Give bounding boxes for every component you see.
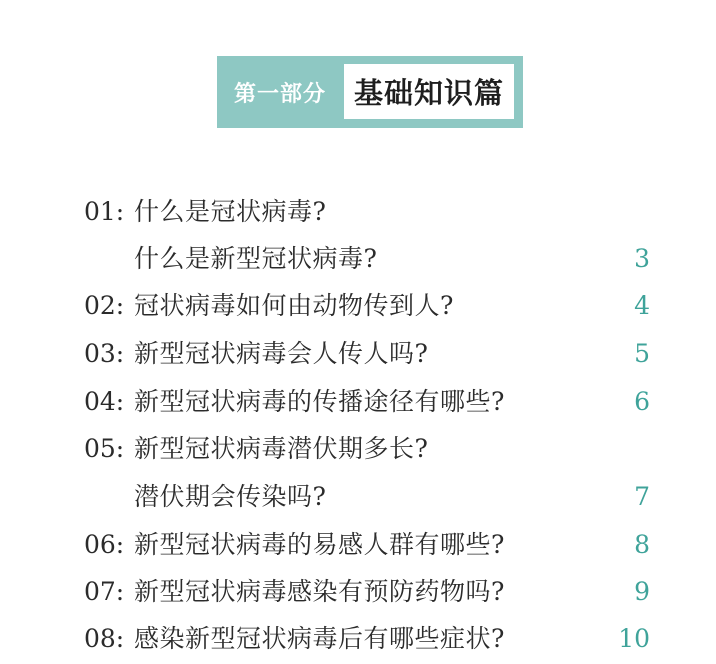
toc-entry-03[interactable] — [0, 336, 716, 372]
toc-entry-02[interactable] — [0, 288, 716, 324]
entry-number: 06: — [84, 530, 125, 559]
toc-entry-05[interactable] — [0, 431, 716, 467]
toc-entry-01-continued[interactable] — [0, 241, 716, 277]
entry-title: 新型冠状病毒潜伏期多长? — [134, 434, 429, 463]
entry-title: 冠状病毒如何由动物传到人? — [134, 291, 454, 320]
entry-number: 07: — [84, 577, 125, 606]
toc-entry-01[interactable] — [0, 194, 716, 230]
entry-title: 新型冠状病毒的传播途径有哪些? — [134, 387, 505, 416]
entry-page-number: 10 — [618, 624, 650, 653]
toc-entry-08[interactable] — [0, 621, 716, 657]
entry-page-number: 9 — [634, 577, 650, 606]
entry-title: 新型冠状病毒感染有预防药物吗? — [134, 577, 505, 606]
entry-number: 03: — [84, 339, 125, 368]
section-title: 基础知识篇 — [344, 64, 514, 119]
entry-page-number: 6 — [634, 387, 650, 416]
toc-entry-06[interactable] — [0, 527, 716, 563]
entry-number: 04: — [84, 387, 125, 416]
toc-entry-07[interactable] — [0, 574, 716, 610]
part-label: 第一部分 — [233, 80, 326, 107]
entry-title: 新型冠状病毒的易感人群有哪些? — [134, 530, 505, 559]
entry-number: 01: — [84, 197, 125, 226]
entry-title-continued: 什么是新型冠状病毒? — [134, 244, 378, 273]
toc-entry-04[interactable] — [0, 384, 716, 420]
entry-page-number: 3 — [634, 244, 650, 273]
entry-title: 新型冠状病毒会人传人吗? — [134, 339, 429, 368]
entry-page-number: 7 — [634, 482, 650, 511]
entry-number: 02: — [84, 291, 125, 320]
entry-title-continued: 潜伏期会传染吗? — [134, 482, 327, 511]
entry-number: 08: — [84, 624, 125, 653]
entry-title: 感染新型冠状病毒后有哪些症状? — [134, 624, 505, 653]
toc-entry-05-continued[interactable] — [0, 479, 716, 515]
entry-page-number: 5 — [634, 339, 650, 368]
entry-title: 什么是冠状病毒? — [134, 197, 327, 226]
entry-number: 05: — [84, 434, 125, 463]
entry-page-number: 8 — [634, 530, 650, 559]
entry-page-number: 4 — [634, 291, 650, 320]
